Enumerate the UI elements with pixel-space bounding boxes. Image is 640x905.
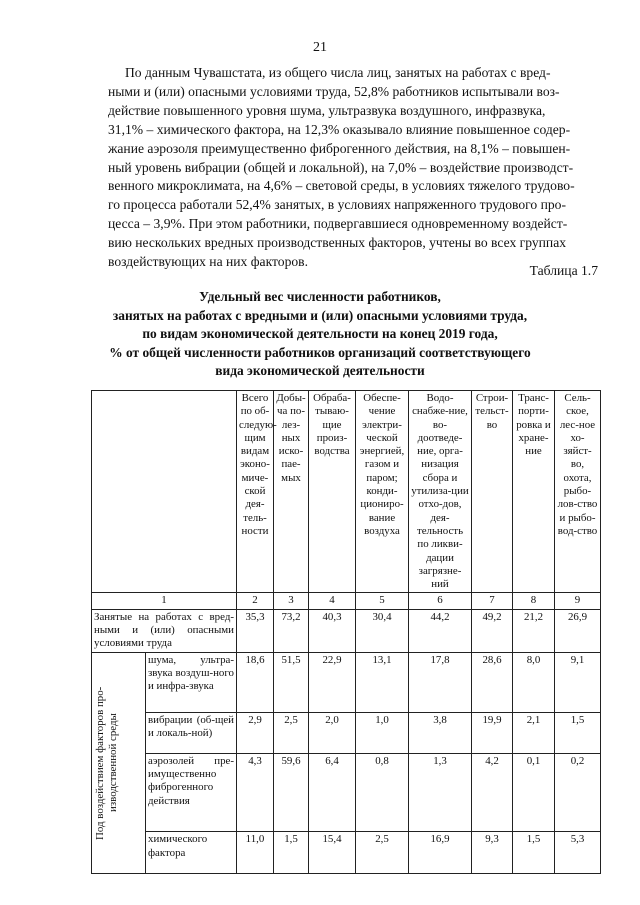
column-index: 1 [92, 593, 237, 609]
value-cell: 2,1 [513, 712, 555, 753]
data-table [91, 390, 601, 874]
value-cell: 1,5 [513, 832, 555, 873]
intro-paragraph [108, 64, 600, 272]
value-cell: 16,9 [409, 832, 472, 873]
paragraph-line: По данным Чувашстата, из общего числа лиц, занятых на работах с вред- [108, 65, 551, 80]
value-cell: 1,5 [274, 832, 309, 873]
row-label: Занятые на работах с вред-ными и (или) опасными условиями труда [92, 609, 237, 652]
page-number: 21 [313, 40, 327, 55]
column-header: Всего по об-следую-щим видам эконо-миче-ской дея-тель-ности [237, 391, 274, 593]
column-index: 4 [309, 593, 356, 609]
value-cell: 59,6 [274, 753, 309, 831]
value-cell: 21,2 [513, 609, 555, 652]
value-cell: 5,3 [555, 832, 601, 873]
value-cell: 0,8 [356, 753, 409, 831]
index-row [92, 593, 601, 609]
title-line: занятых на работах с вредными и (или) опасными условиями труда, [112, 307, 528, 323]
value-cell: 44,2 [409, 609, 472, 652]
value-cell: 30,4 [356, 609, 409, 652]
table-row [92, 712, 601, 753]
paragraph-line: жание аэрозоля преимущественно фиброгенного действия, на 8,1% – повышен- [108, 140, 571, 156]
paragraph-line: цесса – 3,9%. При этом работники, подвергавшиеся одновременному воздейст- [108, 216, 568, 232]
value-cell: 8,0 [513, 652, 555, 712]
value-cell: 40,3 [309, 609, 356, 652]
paragraph-line: вию нескольких вредных производственных факторов, учтены во всех группах [108, 235, 567, 251]
value-cell: 1,0 [356, 712, 409, 753]
title-line: по видам экономической деятельности на конец 2019 года, [142, 326, 498, 342]
group-label-cell [92, 652, 146, 873]
value-cell: 1,3 [409, 753, 472, 831]
header-empty-cell [92, 391, 237, 593]
value-cell: 17,8 [409, 652, 472, 712]
table-title [60, 288, 580, 381]
value-cell: 6,4 [309, 753, 356, 831]
header-row [92, 391, 601, 593]
column-header: Обеспе-чение электри-ческой энергией, газом и паром; конди-циониро-вание воздуха [356, 391, 409, 593]
value-cell: 9,3 [472, 832, 513, 873]
value-cell: 26,9 [555, 609, 601, 652]
group-label: Под воздействием факторов про-изводственной среды [93, 686, 119, 840]
column-header: Добы-ча по-лез-ных иско-пае-мых [274, 391, 309, 593]
value-cell: 51,5 [274, 652, 309, 712]
column-index: 5 [356, 593, 409, 609]
value-cell: 22,9 [309, 652, 356, 712]
value-cell: 3,8 [409, 712, 472, 753]
paragraph-line: ный уровень вибрации (общей и локальной), на 7,0% – воздействие производст- [108, 159, 574, 175]
value-cell: 49,2 [472, 609, 513, 652]
column-header: Водо-снабже-ние, во-доотведе-ние, орга-низация сбора и утилиза-ции отхо-дов, дея-тельность по ликви-дации загрязне-ний [409, 391, 472, 593]
table-row [92, 753, 601, 831]
table-label: Таблица 1.7 [529, 263, 598, 278]
column-header: Строи-тельст-во [472, 391, 513, 593]
title-line: % от общей численности работников организаций соответствующего [109, 344, 531, 360]
value-cell: 2,5 [274, 712, 309, 753]
column-index: 8 [513, 593, 555, 609]
column-index: 9 [555, 593, 601, 609]
value-cell: 9,1 [555, 652, 601, 712]
row-label: аэрозолей пре-имущественно фиброгенного действия [146, 753, 237, 831]
value-cell: 1,5 [555, 712, 601, 753]
paragraph-line: действие повышенного уровня шума, ультразвука воздушного, инфразвука, [108, 102, 546, 118]
value-cell: 73,2 [274, 609, 309, 652]
value-cell: 0,2 [555, 753, 601, 831]
column-header: Сель-ское, лес-ное хо-зяйст-во, охота, рыбо-лов-ство и рыбо-вод-ство [555, 391, 601, 593]
column-header: Обраба-тываю-щие произ-водства [309, 391, 356, 593]
column-index: 3 [274, 593, 309, 609]
paragraph-line: 31,1% – химического фактора, на 12,3% оказывало влияние повышенное содер- [108, 121, 571, 137]
value-cell: 28,6 [472, 652, 513, 712]
column-index: 6 [409, 593, 472, 609]
value-cell: 4,3 [237, 753, 274, 831]
paragraph-line: венного микроклимата, на 4,6% – световой среды, в условиях тяжелого трудово- [108, 178, 575, 194]
row-label: химического фактора [146, 832, 237, 873]
title-line: вида экономической деятельности [215, 363, 425, 379]
row-label: вибрации (об-щей и локаль-ной) [146, 712, 237, 753]
value-cell: 35,3 [237, 609, 274, 652]
table-row [92, 652, 601, 712]
paragraph-line: воздействующих на них факторов. [108, 254, 308, 270]
column-index: 7 [472, 593, 513, 609]
value-cell: 19,9 [472, 712, 513, 753]
column-index: 2 [237, 593, 274, 609]
value-cell: 18,6 [237, 652, 274, 712]
title-line: Удельный вес численности работников, [199, 289, 441, 304]
column-header: Транс-порти-ровка и хране-ние [513, 391, 555, 593]
paragraph-line: го процесса работали 52,4% занятых, в условиях напряженного трудового про- [108, 197, 566, 213]
value-cell: 4,2 [472, 753, 513, 831]
value-cell: 11,0 [237, 832, 274, 873]
value-cell: 2,0 [309, 712, 356, 753]
value-cell: 15,4 [309, 832, 356, 873]
row-label: шума, ультра-звука воздуш-ного и инфра-звука [146, 652, 237, 712]
table-row [92, 832, 601, 873]
value-cell: 2,5 [356, 832, 409, 873]
paragraph-line: ными и (или) опасными условиями труда, 52,8% работников испытывали воз- [108, 83, 560, 99]
value-cell: 0,1 [513, 753, 555, 831]
value-cell: 2,9 [237, 712, 274, 753]
table-row [92, 609, 601, 652]
value-cell: 13,1 [356, 652, 409, 712]
